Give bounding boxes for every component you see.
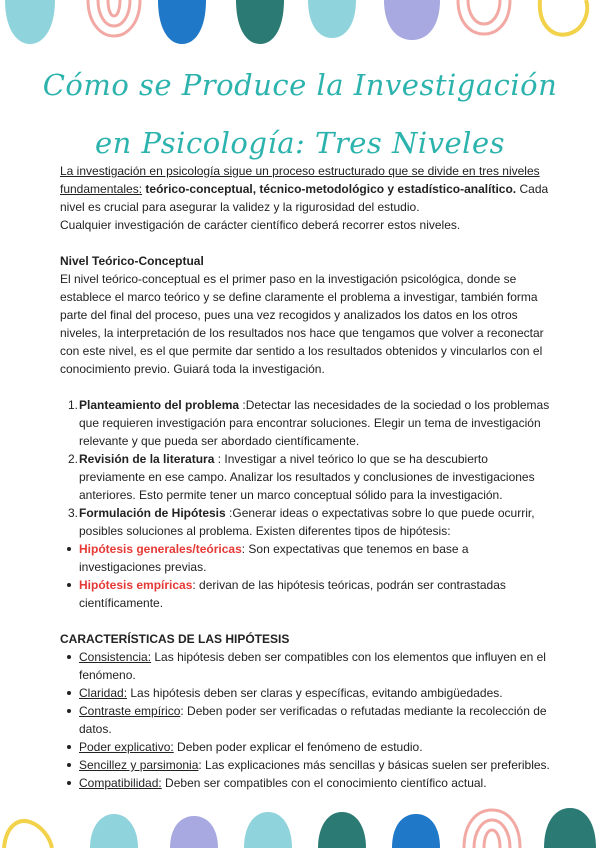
characteristics-list	[60, 648, 550, 792]
step-text: : Investigar a nivel teórico lo que se ha descubierto previamente en ese campo. Analizar los resultados y conclusiones de investigaciones anteriores. Esto permite tener un marco conceptual sólido para la investigación.	[79, 452, 535, 502]
characteristic-term: Sencillez y parsimonia	[79, 758, 199, 772]
list-item	[60, 396, 550, 450]
list-item	[60, 702, 550, 738]
swirl-icon	[464, 810, 520, 848]
list-item	[60, 450, 550, 504]
characteristic-text: Las hipótesis deben ser claras y específicas, evitando ambigüedades.	[127, 686, 503, 700]
step-term: Revisión de la literatura	[79, 452, 215, 466]
hypothesis-text: : Son expectativas que tenemos en base a investigaciones previas.	[79, 542, 469, 574]
characteristic-text: Deben poder explicar el fenómeno de estudio.	[173, 740, 423, 754]
list-item	[60, 738, 550, 756]
nivel-heading: Nivel Teórico-Conceptual	[60, 254, 204, 268]
intro-levels: teórico-conceptual, técnico-metodológico y estadístico-analítico.	[145, 182, 517, 196]
characteristic-term: Claridad:	[79, 686, 128, 700]
hypothesis-text: : derivan de las hipótesis teóricas, podrán ser contrastadas científicamente.	[79, 578, 506, 610]
intro-rest: Cada nivel es crucial para asegurar la validez y la rigurosidad del estudio.	[60, 182, 549, 214]
step-number: 3.	[68, 506, 79, 520]
step-term: Formulación de Hipótesis	[79, 506, 226, 520]
characteristic-text: Deben ser compatibles con el conocimiento científico actual.	[161, 776, 487, 790]
list-item	[60, 774, 550, 792]
characteristic-text: : Deben poder ser verificadas o refutadas mediante la recolección de datos.	[79, 704, 547, 736]
hypothesis-item	[60, 576, 550, 612]
step-term: Planteamiento del problema	[79, 398, 240, 412]
page-title: Cómo se Produce la Investigación en Psicología: Tres Niveles	[42, 68, 558, 160]
hypothesis-term: Hipótesis generales/teóricas	[79, 542, 242, 556]
steps-list	[60, 396, 550, 540]
nivel-body: El nivel teórico-conceptual es el primer paso en la investigación psicológica, donde se establece el marco teórico y se define claramente el problema a investigar, también forma parte del final del proceso, pues una vez recogidos y analizados los datos en los otros niveles, la interpretación de los resultados nos hace que tengamos que volver a reconectar con este nivel, es el que permite dar sentido a los resultados obtenidos y vincularlos con el conocimiento previo. Guiará toda la investigación.	[60, 272, 544, 376]
characteristic-term: Poder explicativo:	[79, 740, 174, 754]
list-item	[60, 648, 550, 684]
swirl-icon	[458, 0, 510, 34]
list-item	[60, 504, 550, 540]
intro-underlined: La investigación en psicología sigue un proceso estructurado que se divide en tres niveles fundamentales:	[60, 164, 540, 196]
intro-line2: Cualquier investigación de carácter científico deberá recorrer estos niveles.	[60, 218, 461, 232]
bottom-decorative-border	[0, 800, 600, 848]
intro-paragraph	[60, 162, 550, 216]
hypothesis-term: Hipótesis empíricas	[79, 578, 193, 592]
characteristic-term: Consistencia:	[79, 650, 152, 664]
step-text: :Detectar las necesidades de la sociedad o los problemas que requieren investigación para encontrar soluciones. Elegir un tema de investigación relevante y que pueda ser abordado científicamente.	[79, 398, 550, 448]
step-number: 1.	[68, 398, 79, 412]
swirl-icon	[88, 0, 140, 36]
step-number: 2.	[68, 452, 79, 466]
characteristic-term: Contraste empírico	[79, 704, 181, 718]
list-item	[60, 684, 550, 702]
characteristic-text: : Las explicaciones más sencillas y básicas suelen ser preferibles.	[198, 758, 550, 772]
list-item	[60, 756, 550, 774]
characteristics-heading: CARACTERÍSTICAS DE LAS HIPÓTESIS	[60, 632, 290, 646]
hypothesis-item	[60, 540, 550, 576]
document-body	[60, 162, 550, 792]
step-text: :Generar ideas o expectativas sobre lo que puede ocurrir, posibles soluciones al problema. Existen diferentes tipos de hipótesis:	[79, 506, 535, 538]
characteristic-term: Compatibilidad:	[79, 776, 162, 790]
characteristic-text: Las hipótesis deben ser compatibles con los elementos que influyen en el fenómeno.	[79, 650, 546, 682]
top-decorative-border	[0, 0, 600, 48]
